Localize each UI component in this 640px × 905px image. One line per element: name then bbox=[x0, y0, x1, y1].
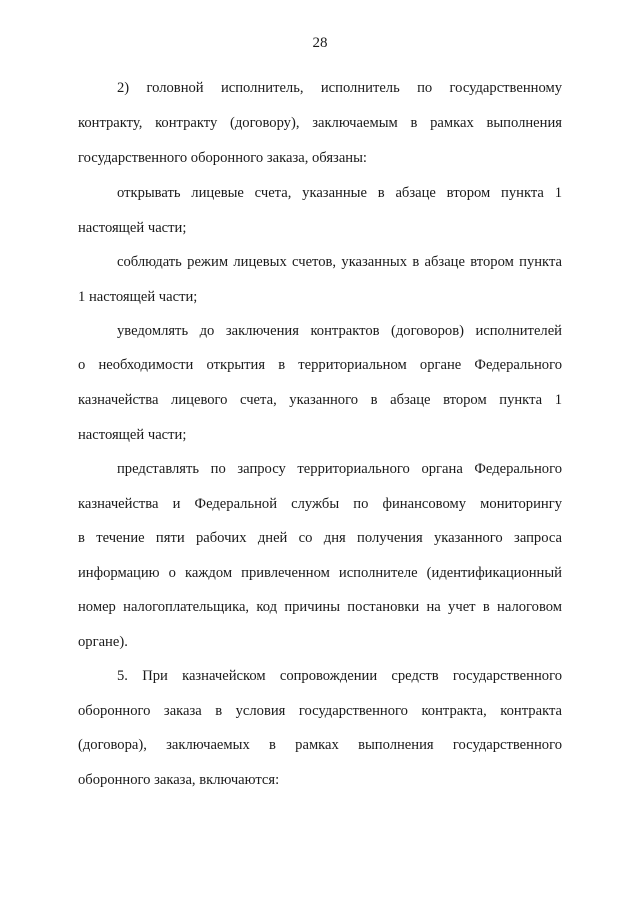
text-line: информацию о каждом привлеченном исполнителе (идентификационный bbox=[78, 565, 562, 581]
text-line: 1 настоящей части; bbox=[78, 289, 198, 305]
text-line: оборонного заказа в условия государственного контракта, контракта bbox=[78, 703, 562, 719]
text-line: (договора), заключаемых в рамках выполнения государственного bbox=[78, 737, 562, 753]
text-line: открывать лицевые счета, указанные в абзаце втором пункта 1 bbox=[117, 185, 562, 201]
text-line: номер налогоплательщика, код причины постановки на учет в налоговом bbox=[78, 599, 562, 615]
text-line: соблюдать режим лицевых счетов, указанных в абзаце втором пункта bbox=[117, 254, 562, 270]
text-line: казначейства и Федеральной службы по финансовому мониторингу bbox=[78, 496, 562, 512]
text-line: настоящей части; bbox=[78, 427, 187, 443]
text-line: настоящей части; bbox=[78, 220, 187, 236]
text-line: в течение пяти рабочих дней со дня получения указанного запроса bbox=[78, 530, 562, 546]
text-line: контракту, контракту (договору), заключаемым в рамках выполнения bbox=[78, 115, 562, 131]
text-line: уведомлять до заключения контрактов (договоров) исполнителей bbox=[117, 323, 562, 339]
text-line: государственного оборонного заказа, обязаны: bbox=[78, 150, 367, 166]
text-line: о необходимости открытия в территориальном органе Федерального bbox=[78, 357, 562, 373]
text-line: 2) головной исполнитель, исполнитель по государственному bbox=[117, 80, 562, 96]
text-line: представлять по запросу территориального органа Федерального bbox=[117, 461, 562, 477]
text-line: оборонного заказа, включаются: bbox=[78, 772, 280, 788]
text-line: казначейства лицевого счета, указанного в абзаце втором пункта 1 bbox=[78, 392, 562, 408]
text-line: органе). bbox=[78, 634, 128, 650]
page-number: 28 bbox=[312, 35, 328, 51]
text-line: 5. При казначейском сопровождении средств государственного bbox=[117, 668, 562, 684]
